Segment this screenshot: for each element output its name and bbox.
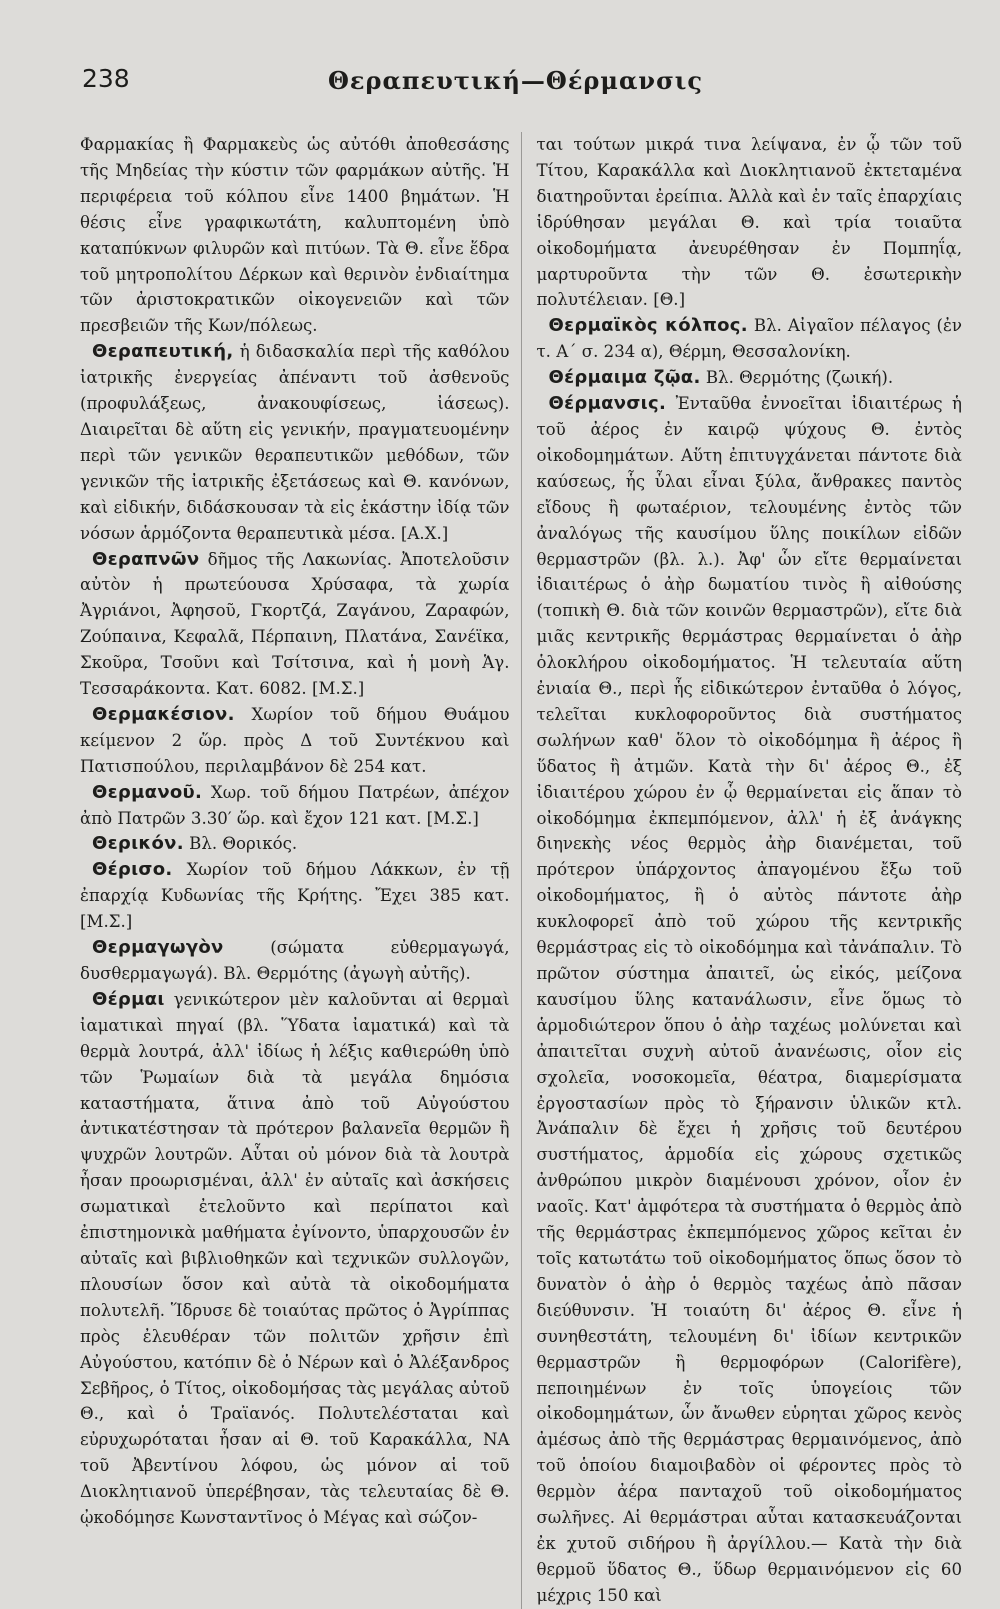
- headword: Θερμακέσιον.: [92, 703, 235, 725]
- left-column: [80, 132, 521, 1609]
- entry-thermai: [80, 987, 509, 1531]
- entry-thermansis: [536, 391, 962, 1609]
- entry-text: Χωρ. τοῦ δήμου Πατρέων, ἀπέχον ἀπὸ Πατρῶν 3.30′ ὥρ. καὶ ἔχον 121 κατ. [Μ.Σ.]: [80, 782, 510, 828]
- continuation-paragraph: ται τούτων μικρά τινα λείψανα, ἐν ᾧ τῶν τοῦ Τίτου, Καρακάλλα καὶ Διοκλητιανοῦ ἐκτεταμένα διατηροῦνται ἐρείπια. Ἀλλὰ καὶ ἐν ταῖς ἐπαρχίαις ἱδρύθησαν μεγάλαι Θ. καὶ τρία τοιαῦτα οἰκοδομήματα ἀνευρέθησαν ἐν Πομπηΐᾳ, μαρτυροῦντα τὴν τῶν Θ. ἐσωτερικὴν πολυτέλειαν. [Θ.]: [536, 135, 962, 310]
- entry-therikon: [80, 831, 509, 857]
- page-number: 238: [82, 64, 130, 93]
- headword: Θέρμαι: [92, 988, 165, 1010]
- entry-text: ἡ διδασκαλία περὶ τῆς καθόλου ἰατρικῆς ἐνεργείας ἀπέναντι τοῦ ἀσθενοῦς (προφυλάξεως, ἀνακουφίσεως, ἰάσεως). Διαιρεῖται δὲ αὕτη εἰς γενικήν, πραγματευομένην περὶ τῶν γενικῶν θεραπευτικῶν μεθόδων, τῶν γενικῶν τῆς ἰατρικῆς ἐξετάσεως καὶ Θ. κανόνων, καὶ εἰδικήν, διδάσκουσαν τὰ εἰς ἑκάστην ἰδίᾳ τῶν νόσων ἁρμόζοντα θεραπευτικὰ μέσα. [Α.Χ.]: [80, 342, 510, 543]
- entry-thermaikos-kolpos: [536, 313, 962, 365]
- right-column: [521, 132, 962, 1609]
- entry-thermakesion: [80, 702, 509, 780]
- headword: Θερικόν.: [92, 833, 184, 855]
- headword: Θέρμαιμα ζῷα.: [548, 367, 701, 389]
- entry-text: Βλ. Αἰγαῖον πέλαγος (ἐν τ. Α΄ σ. 234 α), Θέρμη, Θεσσαλονίκη.: [536, 316, 962, 362]
- headword: Θέρμανσις.: [548, 393, 667, 415]
- entry-text: Χωρίον τοῦ δήμου Θυάμου κείμενον 2 ὥρ. πρὸς Δ τοῦ Συντέκνου καὶ Πατισπούλου, περιλαμβάνον δὲ 254 κατ.: [80, 704, 510, 776]
- headword: Θερμανοῦ.: [92, 781, 203, 803]
- headword: Θερμαγωγὸν: [92, 937, 224, 959]
- continuation-paragraph: Φαρμακίας ἢ Φαρμακεὺς ὡς αὐτόθι ἀποθεσάσης τῆς Μηδείας τὴν κύστιν τῶν φαρμάκων αὐτῆς. Ἡ περιφέρεια τοῦ κόλπου εἶνε 1400 βημάτων. Ἡ θέσις εἶνε γραφικωτάτη, καλυπτομένη ὑπὸ καταπύκνων φιλυρῶν καὶ πιτύων. Τὰ Θ. εἶνε ἕδρα τοῦ μητροπολίτου Δέρκων καὶ θερινὸν ἐνδιαίτημα τῶν ἀριστοκρατικῶν οἰκογενειῶν καὶ τῶν πρεσβειῶν τῆς Κων/πόλεως.: [80, 135, 510, 336]
- entry-theriso: [80, 857, 509, 935]
- entry-text: Βλ. Θορικός.: [183, 834, 298, 854]
- entry-therapnon: [80, 547, 509, 702]
- entry-thermagogon: [80, 935, 509, 987]
- two-column-body: [80, 132, 962, 1609]
- running-head: Θεραπευτική—Θέρμανσις: [328, 66, 703, 95]
- headword: Θέρισο.: [92, 859, 173, 881]
- entry-text: γενικώτερον μὲν καλοῦνται αἱ θερμαὶ ἰαματικαὶ πηγαί (βλ. Ὕδατα ἰαματικά) καὶ τὰ θερμὰ λουτρά, ἀλλ' ἰδίως ἡ λέξις καθιερώθη ὑπὸ τῶν Ῥωμαίων διὰ τὰ μεγάλα δημόσια καταστήματα, ἅτινα ἀπὸ τοῦ Αὐγούστου ἀντικατέστησαν τὰ πρότερον βαλανεῖα θερμῶν ἢ ψυχρῶν λουτρῶν. Αὗται οὐ μόνον διὰ τὰ λουτρὰ ἦσαν προωρισμέναι, ἀλλ' ἐν αὐταῖς καὶ ἀσκήσεις σωματικαὶ ἐτελοῦντο καὶ περίπατοι καὶ ἐπιστημονικὰ μαθήματα ἐγίνοντο, ὑπαρχουσῶν ἐν αὐταῖς καὶ βιβλιοθηκῶν καὶ τεχνικῶν συλλογῶν, πλουσίων ὅσον καὶ αὐτὰ τὰ οἰκοδομήματα πολυτελῆ. Ἵδρυσε δὲ τοιαύτας πρῶτος ὁ Ἀγρίππας πρὸς ἐλευθέραν τῶν πολιτῶν χρῆσιν ἐπὶ Αὐγούστου, κατόπιν δὲ ὁ Νέρων καὶ ὁ Ἀλέξανδρος Σεβῆρος, ὁ Τίτος, οἰκοδομήσας τὰς μεγάλας αὐτοῦ Θ., καὶ ὁ Τραϊανός. Πολυτελέσταται καὶ εὐρυχωρόταται ἦσαν αἱ Θ. τοῦ Καρακάλλα, ΝΑ τοῦ Ἀβεντίνου λόφου, ὡς μόνον αἱ τοῦ Διοκλητιανοῦ ὑπερέβησαν, τὰς τελευταίας δὲ Θ. ᾠκοδόμησε Κωνσταντῖνος ὁ Μέγας καὶ σώζον-: [80, 989, 510, 1528]
- entry-text: Ἐνταῦθα ἐννοεῖται ἰδιαιτέρως ἡ τοῦ ἀέρος ἐν καιρῷ ψύχους Θ. ἐντὸς οἰκοδομημάτων. Αὕτη ἐπιτυγχάνεται πάντοτε διὰ καύσεως, ἧς ὗλαι εἶναι ξύλα, ἄνθρακες παντὸς εἴδους ἢ φωταέριον, τελουμένης ἐντὸς τῶν ἀναλόγως τῆς καυσίμου ὕλης ποικίλων εἰδῶν θερμαστρῶν (βλ. λ.). Ἀφ' ὧν εἴτε θερμαίνεται ἰδιαιτέρως ὁ ἀὴρ δωματίου τινὸς ἢ αἰθούσης (τοπικὴ Θ. διὰ τῶν κοινῶν θερμαστρῶν), εἴτε διὰ μιᾶς κεντρικῆς θερμάστρας θερμαίνεται ὁ ἀὴρ ὁλοκλήρου οἰκοδομήματος. Ἡ τελευταία αὕτη ἐνιαία Θ., περὶ ἧς εἰδικώτερον ἐνταῦθα ὁ λόγος, τελεῖται κυκλοφοροῦντος διὰ συστήματος σωλήνων καθ' ὅλον τὸ οἰκοδόμημα ἢ ἀέρος ἢ ὕδατος ἢ ἀτμῶν. Κατὰ τὴν δι' ἀέρος Θ., ἐξ ἰδιαιτέρου χώρου ἐν ᾧ θερμαίνεται εἰς ἅπαν τὸ οἰκοδόμημα ἐκπεμπόμενον, ἀλλ' ἡ ἐξ ἀνάγκης διηνεκὴς νέος θερμὸς ἀὴρ διανέμεται, τοῦ πρότερον ὑπάρχοντος ἀπαγομένου ἔξω τοῦ οἰκοδομήματος, ἢ ὁ αὐτὸς πάντοτε ἀὴρ κυκλοφορεῖ ἀπὸ τοῦ χώρου τῆς κεντρικῆς θερμάστρας εἰς τὸ οἰκοδόμημα καὶ τἀνάπαλιν. Τὸ πρῶτον σύστημα ἀπαιτεῖ, ὡς εἰκός, μείζονα καυσίμου ὕλης κατανάλωσιν, εἶνε ὅμως τὸ ἁρμοδιώτερον ὅπου ὁ ἀὴρ ταχέως μολύνεται καὶ ἀπαιτεῖται συχνὴ αὐτοῦ ἀνανέωσις, οἷον εἰς σχολεῖα, νοσοκομεῖα, θέατρα, διαμερίσματα ἐργοστασίων πρὸς τὸ ξήρανσιν ὑλικῶν κτλ. Ἀνάπαλιν δὲ ἔχει ἡ χρῆσις τοῦ δευτέρου συστήματος, ἁρμοδία εἰς χώρους σχετικῶς ἀνθρώπου μικρὸν διαμένουσι χρόνον, οἷον ἐν ναοῖς. Κατ' ἀμφότερα τὰ συστήματα ὁ θερμὸς ἀπὸ τῆς θερμάστρας ἐκπεμπόμενος χῶρος κεῖται ἐν τοῖς κατωτάτω τοῦ οἰκοδομήματος ὅπως ὅσον τὸ δυνατὸν ὁ ἀὴρ ὁ θερμὸς ταχέως ἀπὸ πᾶσαν διεύθυνσιν. Ἡ τοιαύτη δι' ἀέρος Θ. εἶνε ἡ συνηθεστάτη, τελουμένη δι' ἰδίων κεντρικῶν θερμαστρῶν ἢ θερμοφόρων (Calorifère), πεποιημένων ἐν τοῖς ὑπογείοις τῶν οἰκοδομημάτων, ὧν ἄνωθεν εὑρηται χῶρος κενὸς ἀμέσως ἀπὸ τῆς θερμάστρας θερμαινόμενος, ἀπὸ τοῦ ὁποίου διαμοιβαδὸν οἱ φέροντες πρὸς τὸ θερμὸν ἀέρα πανταχοῦ τοῦ οἰκοδομήματος σωλῆνες. Αἱ θερμάστραι αὗται κατασκευάζονται ἐκ χυτοῦ σιδήρου ἢ ἀργίλλου.— Κατὰ τὴν διὰ θερμοῦ ὕδατος Θ., ὕδωρ θερμαινόμενον εἰς 60 μέχρις 150 καὶ: [536, 394, 962, 1605]
- entry-thermaima-zoa: [536, 365, 962, 391]
- entry-text: (σώματα εὐθερμαγωγά, δυσθερμαγωγά). Βλ. Θερμότης (ἀγωγὴ αὐτῆς).: [80, 938, 510, 983]
- headword: Θεραπευτική,: [92, 341, 234, 363]
- entry-therapeutike: [80, 339, 509, 546]
- entry-thermanou: [80, 780, 509, 832]
- headword: Θεραπνῶν: [92, 548, 200, 570]
- headword: Θερμαϊκὸς κόλπος.: [548, 315, 748, 337]
- entry-text: Βλ. Θερμότης (ζωική).: [700, 368, 894, 388]
- page-header: [80, 62, 962, 102]
- entry-text: δῆμος τῆς Λακωνίας. Ἀποτελοῦσιν αὐτὸν ἡ πρωτεύουσα Χρύσαφα, τὰ χωρία Ἀγριάνοι, Ἀφησοῦ, Γκορτζά, Ζαγάνου, Ζαραφών, Ζούπαινα, Κεφαλᾶ, Πέρπαινη, Πλατάνα, Σανέϊκα, Σκοῦρα, Τσοῦνι καὶ Τσίτσινα, καὶ ἡ μονὴ Ἁγ. Τεσσαράκοντα. Κατ. 6082. [Μ.Σ.]: [80, 549, 510, 699]
- entry-text: Χωρίον τοῦ δήμου Λάκκων, ἐν τῇ ἐπαρχίᾳ Κυδωνίας τῆς Κρήτης. Ἔχει 385 κατ. [Μ.Σ.]: [80, 860, 510, 932]
